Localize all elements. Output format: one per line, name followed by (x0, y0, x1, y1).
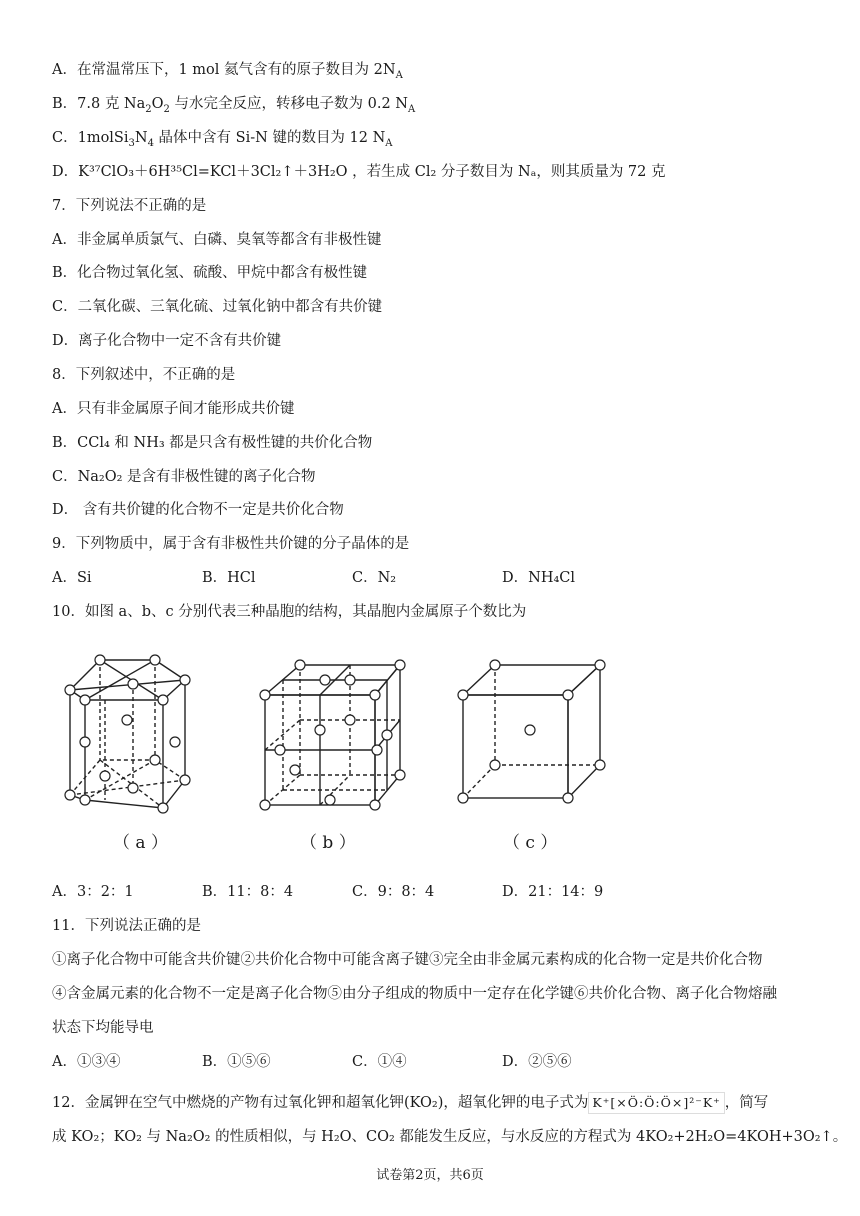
q11-stem: 11．下列说法正确的是 (52, 918, 201, 934)
q11-statements-line1: ①离子化合物中可能含共价键②共价化合物中可能含离子键③完全由非金属元素构成的化合物一定是共价化合物 (52, 952, 763, 968)
q9-option-d: D．NH₄Cl (502, 570, 576, 586)
crystal-cell-b-figure (255, 640, 415, 824)
q9-option-c: C．N₂ (352, 570, 397, 586)
q9-stem: 9．下列物质中，属于含有非极性共价键的分子晶体的是 (52, 536, 410, 552)
q7-option-a: A．非金属单质氯气、白磷、臭氧等都含有非极性键 (52, 232, 382, 248)
q8-stem: 8．下列叙述中，不正确的是 (52, 367, 236, 383)
q6-option-a: A．在常温常压下，1 mol 氦气含有的原子数目为 $2N_A$ (52, 62, 403, 81)
q7-stem: 7．下列说法不正确的是 (52, 198, 207, 214)
q11-option-a: A．①③④ (52, 1054, 121, 1070)
crystal-cell-a-figure (55, 640, 215, 824)
page-footer: 试卷第2页，共6页 (376, 1168, 484, 1183)
q7-option-b: B．化合物过氧化氢、硫酸、甲烷中都含有极性键 (52, 265, 368, 281)
q6-option-b: B．7.8 克 $Na_2O_2$ 与水完全反应，转移电子数为 0.2 $N_A$ (52, 96, 416, 115)
q12-line1: 12．金属钾在空气中燃烧的产物有过氧化钾和超氧化钾(KO₂)，超氧化钾的电子式为 K⁺[×Ö:Ö:Ö×]²⁻K⁺ ，简写 (52, 1092, 768, 1114)
q10-option-c: C．9：8：4 (352, 884, 435, 900)
q6-option-c: C．$1molSi_3N_4$ 晶体中含有 Si-N 键的数目为 12 $N_A$ (52, 130, 393, 149)
q7-option-d: D．离子化合物中一定不含有共价键 (52, 333, 282, 349)
q8-option-b: B．CCl₄ 和 NH₃ 都是只含有极性键的共价化合物 (52, 435, 373, 451)
crystal-cell-c-figure (455, 640, 615, 824)
q10-option-a: A．3：2：1 (52, 884, 134, 900)
q11-statements-line2: ④含金属元素的化合物不一定是离子化合物⑤由分子组成的物质中一定存在化学键⑥共价化合物、离子化合物熔融 (52, 986, 777, 1002)
q11-option-d: D．②⑤⑥ (502, 1054, 572, 1070)
q9-option-b: B．HCl (202, 570, 256, 586)
q8-option-c: C．Na₂O₂ 是含有非极性键的离子化合物 (52, 469, 316, 485)
electron-formula: K⁺[×Ö:Ö:Ö×]²⁻K⁺ (588, 1092, 724, 1114)
caption-b: （ b ） (300, 833, 356, 853)
q11-statements-line3: 状态下均能导电 (52, 1020, 154, 1036)
q11-option-b: B．①⑤⑥ (202, 1054, 271, 1070)
q8-option-a: A．只有非金属原子间才能形成共价键 (52, 401, 295, 417)
q12-line2: 成 KO₂；KO₂ 与 Na₂O₂ 的性质相似，与 H₂O、CO₂ 都能发生反应，与水反应的方程式为 4KO₂+2H₂O=4KOH+3O₂↑。 (52, 1129, 848, 1145)
q7-option-c: C．二氧化碳、三氧化硫、过氧化钠中都含有共价键 (52, 299, 383, 315)
q9-option-a: A．Si (52, 570, 92, 586)
q10-option-b: B．11：8：4 (202, 884, 294, 900)
q10-option-d: D．21：14：9 (502, 884, 604, 900)
caption-c: （ c ） (503, 833, 558, 853)
q11-option-c: C．①④ (352, 1054, 407, 1070)
q8-option-d: D． 含有共价键的化合物不一定是共价化合物 (52, 502, 344, 518)
caption-a: （ a ） (113, 833, 168, 853)
q6-option-d: D．K³⁷ClO₃＋6H³⁵Cl=KCl＋3Cl₂↑＋3H₂O ，若生成 Cl₂ 分子数目为 Nₐ，则其质量为 72 克 (52, 164, 666, 180)
q10-stem: 10．如图 a、b、c 分别代表三种晶胞的结构，其晶胞内金属原子个数比为 (52, 604, 527, 620)
